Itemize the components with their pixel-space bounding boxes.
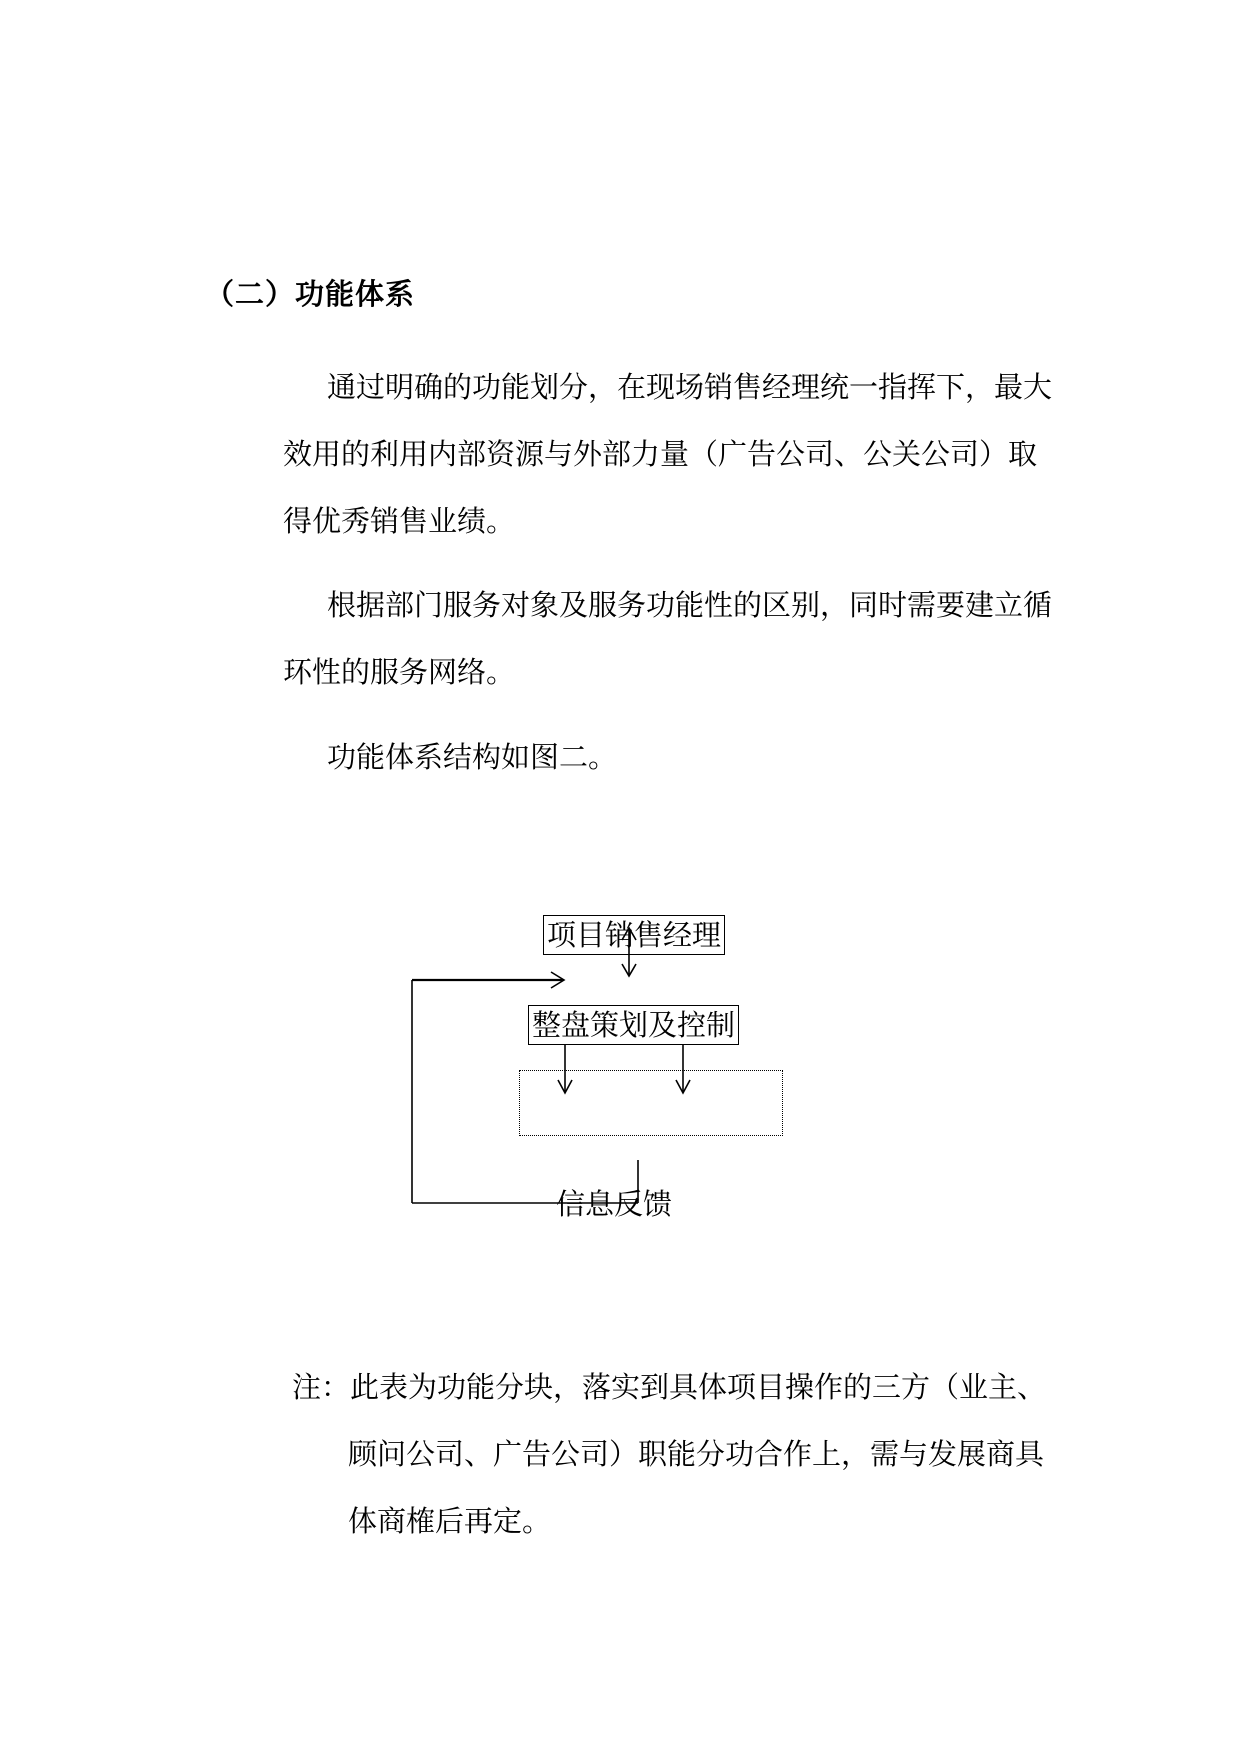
- planning-control-box: 整盘策划及控制: [528, 1005, 739, 1045]
- paragraph-1-line-1: 通过明确的功能划分，在现场销售经理统一指挥下，最大: [327, 370, 1053, 404]
- feedback-label: 信息反馈: [556, 1187, 673, 1221]
- note-line-2: 顾问公司、广告公司）职能分功合作上，需与发展商具: [348, 1437, 1045, 1471]
- sales-manager-box: 项目销售经理: [543, 915, 725, 955]
- section-heading: （二）功能体系: [205, 277, 416, 311]
- paragraph-3: 功能体系结构如图二。: [327, 740, 618, 774]
- paragraph-1-line-3: 得优秀销售业绩。: [283, 504, 516, 538]
- paragraph-1-line-2: 效用的利用内部资源与外部力量（广告公司、公关公司）取: [283, 437, 1038, 471]
- paragraph-2-line-2: 环性的服务网络。: [283, 655, 516, 689]
- paragraph-2-line-1: 根据部门服务对象及服务功能性的区别，同时需要建立循: [327, 588, 1053, 622]
- note-line-3: 体商榷后再定。: [348, 1504, 552, 1538]
- note-line-1: 注：此表为功能分块，落实到具体项目操作的三方（业主、: [292, 1370, 1047, 1404]
